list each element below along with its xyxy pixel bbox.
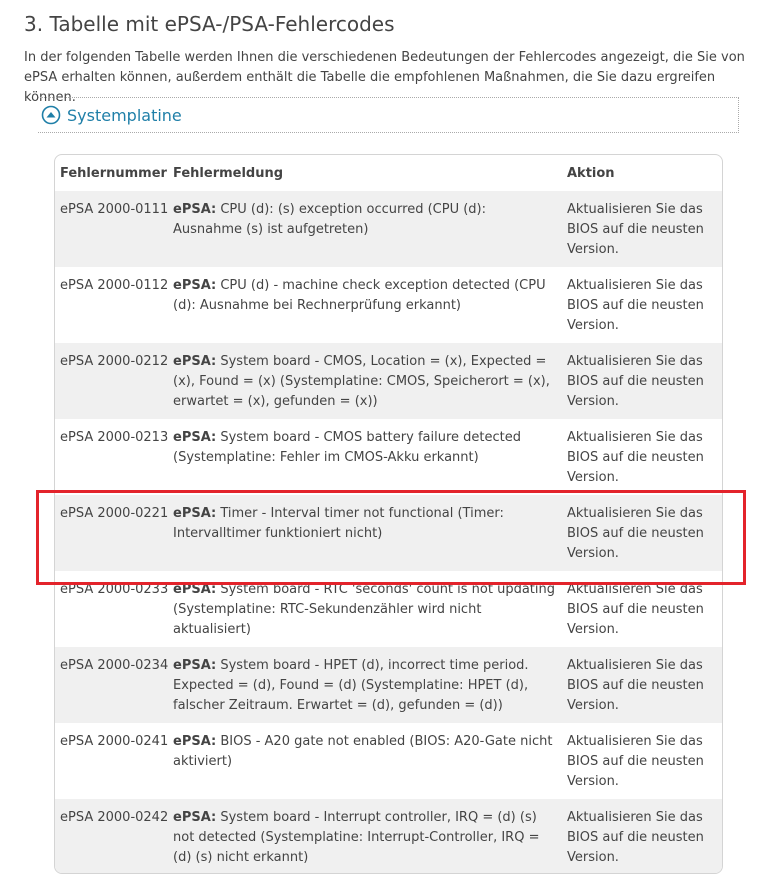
action-text: Aktualisieren Sie das BIOS auf die neusten Version. [567, 354, 704, 409]
action-cell [567, 723, 722, 799]
table-row [55, 647, 722, 723]
action-cell [567, 571, 722, 647]
section-toggle-button[interactable] [41, 105, 182, 125]
message-prefix: ePSA: [173, 734, 217, 749]
error-code-cell [55, 191, 173, 267]
action-cell [567, 267, 722, 343]
table-row [55, 191, 722, 267]
message-prefix: ePSA: [173, 658, 217, 673]
error-message: System board - CMOS, Location = (x), Expected = (x), Found = (x) (Systemplatine: CMOS, Speicherort = (x), erwartet = (x), gefunden = (x)) [173, 354, 550, 409]
error-message-cell [173, 647, 567, 723]
error-message-cell [173, 343, 567, 419]
action-cell [567, 343, 722, 419]
action-text: Aktualisieren Sie das BIOS auf die neusten Version. [567, 734, 704, 789]
error-code-table [54, 154, 723, 874]
error-message-cell [173, 723, 567, 799]
table-row [55, 723, 722, 799]
error-code: ePSA 2000-0233 [60, 582, 169, 597]
error-message-cell [173, 267, 567, 343]
error-code: ePSA 2000-0111 [60, 202, 169, 217]
collapse-up-icon [41, 105, 61, 125]
error-code: ePSA 2000-0242 [60, 810, 169, 825]
error-message-cell [173, 419, 567, 495]
error-message: System board - HPET (d), incorrect time period. Expected = (d), Found = (d) (Systemplatine: HPET (d), falscher Zeitraum. Erwartet = (d), gefunden = (d)) [173, 658, 529, 713]
action-cell [567, 495, 722, 571]
action-text: Aktualisieren Sie das BIOS auf die neusten Version. [567, 278, 704, 333]
error-message: CPU (d): (s) exception occurred (CPU (d): Ausnahme (s) ist aufgetreten) [173, 202, 486, 237]
table-row [55, 495, 722, 571]
action-text: Aktualisieren Sie das BIOS auf die neusten Version. [567, 506, 704, 561]
action-text: Aktualisieren Sie das BIOS auf die neusten Version. [567, 582, 704, 637]
column-header-message: Fehlermeldung [173, 165, 284, 181]
error-code-cell [55, 495, 173, 571]
message-prefix: ePSA: [173, 506, 217, 521]
page-title: 3. Tabelle mit ePSA-/PSA-Fehlercodes [24, 12, 395, 36]
table-row [55, 419, 722, 495]
error-code-cell [55, 419, 173, 495]
table-row [55, 343, 722, 419]
message-prefix: ePSA: [173, 354, 217, 369]
error-code: ePSA 2000-0221 [60, 506, 169, 521]
message-prefix: ePSA: [173, 202, 217, 217]
error-message-cell [173, 799, 567, 874]
action-text: Aktualisieren Sie das BIOS auf die neusten Version. [567, 202, 704, 257]
error-code-cell [55, 647, 173, 723]
error-message: System board - Interrupt controller, IRQ = (d) (s) not detected (Systemplatine: Interrupt-Controller, IRQ = (d) (s) nicht erkannt) [173, 810, 540, 865]
error-message-cell [173, 571, 567, 647]
message-prefix: ePSA: [173, 430, 217, 445]
error-code-cell [55, 799, 173, 874]
error-message: System board - RTC 'seconds' count is not updating (Systemplatine: RTC-Sekundenzähler wird nicht aktualisiert) [173, 582, 556, 637]
table-row [55, 799, 722, 874]
column-header-action: Aktion [567, 165, 615, 181]
action-text: Aktualisieren Sie das BIOS auf die neusten Version. [567, 810, 704, 865]
table-header-row [55, 155, 722, 191]
section-header [38, 97, 739, 133]
action-cell [567, 799, 722, 874]
column-header-code: Fehlernummer [60, 165, 167, 181]
error-message: CPU (d) - machine check exception detected (CPU (d): Ausnahme bei Rechnerprüfung erkannt) [173, 278, 546, 313]
error-code: ePSA 2000-0213 [60, 430, 169, 445]
message-prefix: ePSA: [173, 810, 217, 825]
error-message: BIOS - A20 gate not enabled (BIOS: A20-Gate nicht aktiviert) [173, 734, 553, 769]
error-message: System board - CMOS battery failure detected (Systemplatine: Fehler im CMOS-Akku erkannt) [173, 430, 521, 465]
error-code-cell [55, 571, 173, 647]
table-row [55, 267, 722, 343]
table-row [55, 571, 722, 647]
section-title[interactable]: Systemplatine [67, 105, 182, 125]
error-code: ePSA 2000-0234 [60, 658, 169, 673]
error-message-cell [173, 495, 567, 571]
intro-text: In der folgenden Tabelle werden Ihnen die verschiedenen Bedeutungen der Fehlercodes angezeigt, die Sie von ePSA erhalten können, außerdem enthält die Tabelle die empfohlenen Maßnahmen, die Sie dazu ergreifen können. [24, 50, 745, 105]
error-message-cell [173, 191, 567, 267]
error-code-cell [55, 723, 173, 799]
action-cell [567, 191, 722, 267]
error-code-cell [55, 267, 173, 343]
action-text: Aktualisieren Sie das BIOS auf die neusten Version. [567, 658, 704, 713]
message-prefix: ePSA: [173, 278, 217, 293]
error-code: ePSA 2000-0212 [60, 354, 169, 369]
message-prefix: ePSA: [173, 582, 217, 597]
error-code: ePSA 2000-0112 [60, 278, 169, 293]
error-code-cell [55, 343, 173, 419]
error-code: ePSA 2000-0241 [60, 734, 169, 749]
action-cell [567, 419, 722, 495]
action-text: Aktualisieren Sie das BIOS auf die neusten Version. [567, 430, 704, 485]
action-cell [567, 647, 722, 723]
error-message: Timer - Interval timer not functional (Timer: Intervalltimer funktioniert nicht) [173, 506, 504, 541]
